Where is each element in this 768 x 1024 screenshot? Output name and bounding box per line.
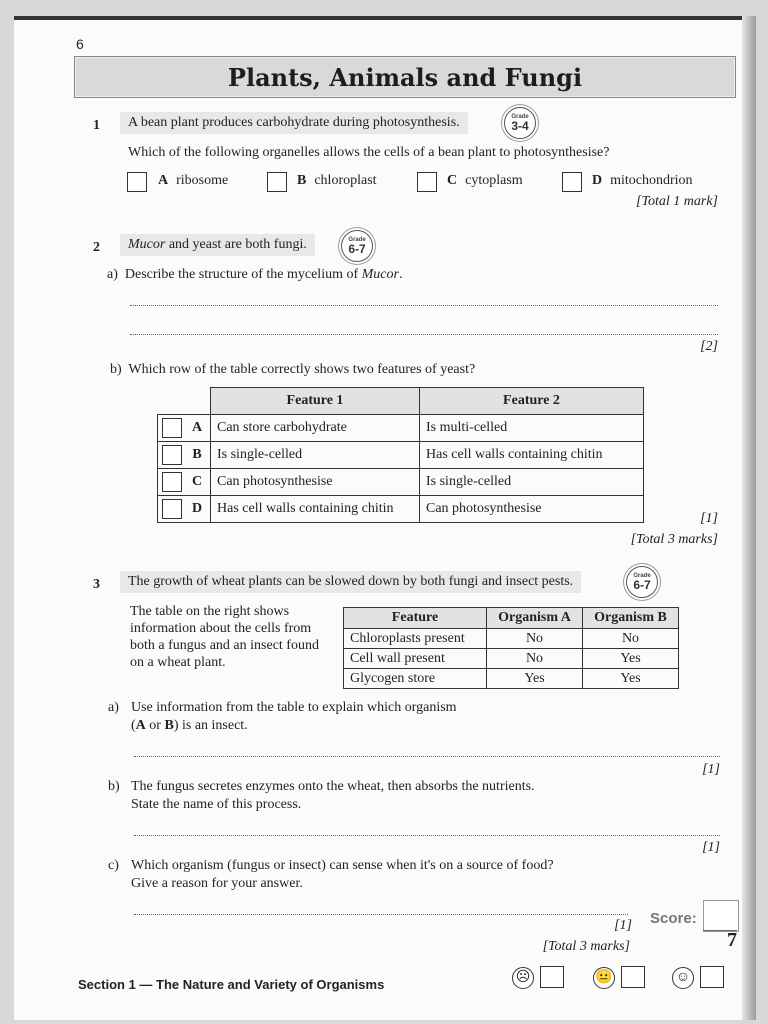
sad-face-icon: ☹ <box>512 967 534 989</box>
option-a-checkbox[interactable] <box>127 172 147 192</box>
question-1-total: [Total 1 mark] <box>636 194 718 209</box>
question-3a-line1: Use information from the table to explain which organism <box>131 700 457 715</box>
question-1-stem: A bean plant produces carbohydrate during photosynthesis. <box>120 112 468 134</box>
happy-rating-box[interactable] <box>700 966 724 988</box>
grade-label: Grade <box>511 114 529 120</box>
top-edge-rule <box>14 16 754 20</box>
neutral-rating-box[interactable] <box>621 966 645 988</box>
neutral-face-icon: 😐 <box>593 967 615 989</box>
table-row: Cell wall present No Yes <box>344 649 679 669</box>
book-spine-shadow <box>742 16 756 1020</box>
row-c-checkbox[interactable] <box>162 472 182 492</box>
grade-label: Grade <box>633 573 651 579</box>
row-b-checkbox[interactable] <box>162 445 182 465</box>
section-footer: Section 1 — The Nature and Variety of Organisms <box>78 977 385 992</box>
page-number: 6 <box>76 36 84 52</box>
question-3b-label: b) <box>108 779 120 794</box>
answer-line-2a-2[interactable] <box>130 333 718 335</box>
question-3-total: [Total 3 marks] <box>542 939 630 954</box>
organism-cells-table <box>343 607 679 689</box>
question-2b: b) Which row of the table correctly shows two features of yeast? <box>110 362 476 377</box>
grade-badge-q2 <box>341 230 373 262</box>
table-row: Glycogen store Yes Yes <box>344 669 679 689</box>
question-2-stem: Mucor and yeast are both fungi. <box>120 234 315 256</box>
option-c-checkbox[interactable] <box>417 172 437 192</box>
question-3c-label: c) <box>108 858 119 873</box>
grade-range: 3-4 <box>511 119 529 133</box>
option-b-checkbox[interactable] <box>267 172 287 192</box>
answer-line-2a-1[interactable] <box>130 304 718 306</box>
question-3a-mark: [1] <box>702 762 720 777</box>
table-row: Chloroplasts present No No <box>344 629 679 649</box>
table-header: Organism B <box>583 608 679 629</box>
question-3-stem: The growth of wheat plants can be slowed down by both fungi and insect pests. <box>120 571 581 593</box>
question-1-prompt: Which of the following organelles allows the cells of a bean plant to photosynthesise? <box>128 145 610 160</box>
option-c: C cytoplasm <box>447 173 523 188</box>
option-b: B chloroplast <box>297 173 377 188</box>
page-title: Plants, Animals and Fungi <box>227 62 583 92</box>
question-3c-line1: Which organism (fungus or insect) can sense when it's on a source of food? <box>131 858 554 873</box>
grade-label: Grade <box>348 237 366 243</box>
grade-badge-q3 <box>626 566 658 598</box>
table-header-row <box>344 608 679 629</box>
grade-range: 6-7 <box>633 578 651 592</box>
table-header: Feature 2 <box>420 388 644 415</box>
question-3a-label: a) <box>108 700 119 715</box>
question-3c-mark: [1] <box>614 918 632 933</box>
question-2-number: 2 <box>93 240 100 255</box>
table-row: D Has cell walls containing chitin Can photosynthesise <box>158 495 644 522</box>
question-2b-mark: [1] <box>700 511 718 526</box>
question-3-number: 3 <box>93 577 100 592</box>
table-row: B Is single-celled Has cell walls containing chitin <box>158 441 644 468</box>
grade-badge-q1 <box>504 107 536 139</box>
grade-range: 6-7 <box>348 242 366 256</box>
question-3c-line2: Give a reason for your answer. <box>131 876 303 891</box>
sad-rating-box[interactable] <box>540 966 564 988</box>
question-3b-mark: [1] <box>702 840 720 855</box>
table-header: Feature 1 <box>211 388 420 415</box>
score-label: Score: <box>650 910 697 927</box>
question-3a-line2: (A or B) is an insect. <box>131 718 248 733</box>
score-box[interactable] <box>703 900 739 932</box>
row-a-checkbox[interactable] <box>162 418 182 438</box>
option-d: D mitochondrion <box>592 173 693 188</box>
option-a: A ribosome <box>158 173 229 188</box>
table-header-row <box>158 388 644 415</box>
question-3b-line1: The fungus secretes enzymes onto the wheat, then absorbs the nutrients. <box>131 779 535 794</box>
answer-line-3a[interactable] <box>134 755 720 757</box>
question-3b-line2: State the name of this process. <box>131 797 302 812</box>
answer-line-3c[interactable] <box>134 913 628 915</box>
question-2a-mark: [2] <box>700 339 718 354</box>
row-d-checkbox[interactable] <box>162 499 182 519</box>
table-row: C Can photosynthesise Is single-celled <box>158 468 644 495</box>
table-header: Feature <box>344 608 487 629</box>
answer-line-3b[interactable] <box>134 834 720 836</box>
question-2a: a) Describe the structure of the mycelium of Mucor. <box>107 267 403 282</box>
table-row: A Can store carbohydrate Is multi-celled <box>158 414 644 441</box>
question-3-intro: The table on the right shows information about the cells from both a fungus and an insect found on a wheat plant. <box>130 604 319 670</box>
score-out-of: 7 <box>727 929 737 951</box>
yeast-features-table <box>157 387 644 523</box>
table-header: Organism A <box>487 608 583 629</box>
page-title-bar <box>74 56 736 98</box>
question-2-total: [Total 3 marks] <box>630 532 718 547</box>
question-1-number: 1 <box>93 118 100 133</box>
happy-face-icon: ☺ <box>672 967 694 989</box>
option-d-checkbox[interactable] <box>562 172 582 192</box>
